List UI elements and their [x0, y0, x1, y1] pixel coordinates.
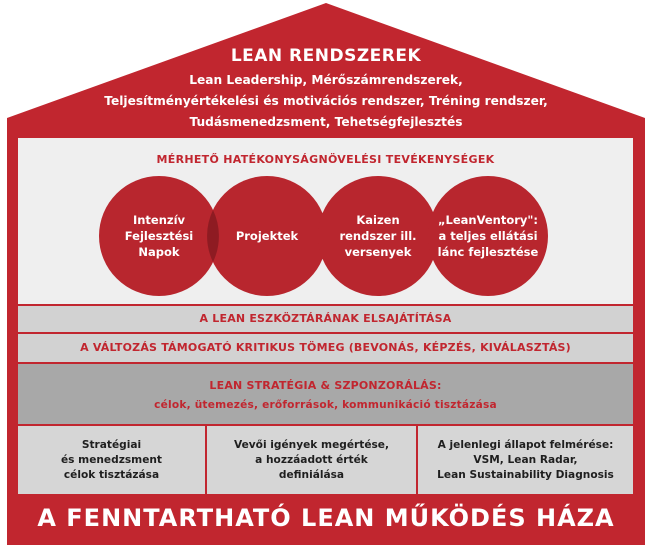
pillar-2-line-1: Vevői igények megértése,: [233, 438, 390, 451]
circle-1-line-2: Fejlesztési: [124, 229, 194, 243]
circle-1-line-3: Napok: [138, 245, 180, 259]
circle-4-line-2: a teljes ellátási: [438, 229, 538, 243]
pillar-1-line-1: Stratégiai: [81, 438, 142, 451]
roof-line-1: Lean Leadership, Mérőszámrendszerek,: [189, 73, 463, 87]
activity-circle-2-label: [217, 196, 317, 276]
circle-3-line-1: Kaizen: [356, 213, 400, 227]
circle-3-line-3: versenyek: [344, 245, 412, 259]
activity-circle-4-label: [430, 196, 546, 276]
circle-4-line-1: „LeanVentory":: [437, 213, 539, 227]
pillar-2-line-3: definiálása: [278, 468, 345, 481]
roof-line-2: Teljesítményértékelési és motivációs rendszer, Tréning rendszer,: [104, 94, 548, 108]
pillar-3-line-1: A jelenlegi állapot felmérése:: [437, 438, 614, 451]
circle-3-line-2: rendszer ill.: [339, 229, 417, 243]
toolkit-band: A LEAN ESZKÖZTÁRÁNAK ELSAJÁTÍTÁSA: [199, 312, 452, 325]
pillar-1-line-3: célok tisztázása: [63, 468, 160, 481]
pillar-3-line-2: VSM, Lean Radar,: [473, 453, 578, 466]
activity-circle-3-label: [328, 196, 428, 276]
house-title: A FENNTARTHATÓ LEAN MŰKÖDÉS HÁZA: [37, 504, 615, 532]
circle-1-line-1: Intenzív: [132, 213, 186, 227]
roof-title: LEAN RENDSZEREK: [230, 46, 422, 66]
critical-mass-band: A VÁLTOZÁS TÁMOGATÓ KRITIKUS TÖMEG (BEVONÁS, KÉPZÉS, KIVÁLASZTÁS): [80, 341, 571, 354]
strategy-subtitle: célok, ütemezés, erőforrások, kommunikáció tisztázása: [154, 399, 497, 411]
foundation-pillar-3: [418, 426, 633, 494]
circle-2-line-1: Projektek: [235, 229, 299, 243]
pillar-3-line-3: Lean Sustainability Diagnosis: [437, 468, 614, 481]
activities-title: MÉRHETŐ HATÉKONYSÁGNÖVELÉSI TEVÉKENYSÉGEK: [156, 153, 495, 166]
circle-4-line-3: lánc fejlesztése: [437, 245, 539, 259]
foundation-pillar-1: [18, 426, 205, 494]
activity-circle-1-label: [109, 196, 209, 276]
strategy-title: LEAN STRATÉGIA & SZPONZORÁLÁS:: [209, 379, 442, 392]
pillar-1-line-2: és menedzsment: [60, 453, 162, 466]
strategy-band-bg: [18, 364, 633, 424]
pillar-2-line-2: a hozzáadott érték: [255, 453, 368, 466]
foundation-pillar-2: [207, 426, 416, 494]
roof-line-3: Tudásmenedzsment, Tehetségfejlesztés: [189, 115, 463, 129]
